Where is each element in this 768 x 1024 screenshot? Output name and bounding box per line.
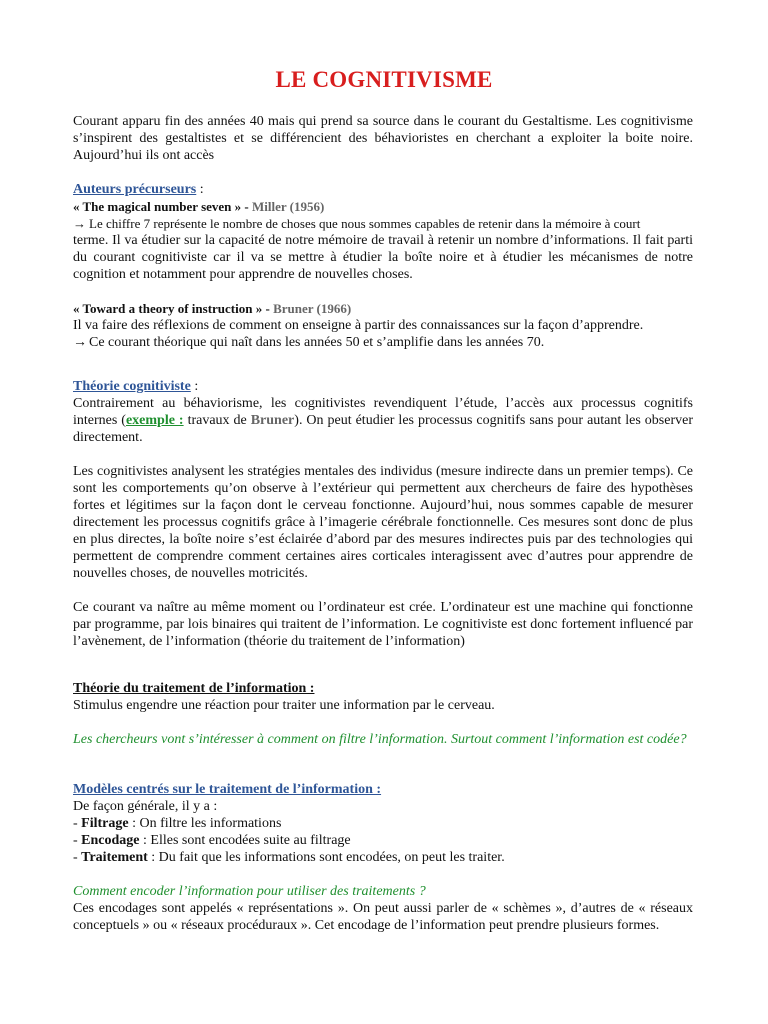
- list-item: [73, 849, 693, 866]
- theory-colon: :: [190, 379, 199, 394]
- models-text: Ces encodages sont appelés « représentations ». On peut aussi parler de « schèmes », d’autres de « réseaux conceptuels » ou « réseaux procéduraux ». Cet encodage de l’information peut prendre plusieurs formes.: [73, 901, 693, 933]
- arrow-icon: →: [73, 335, 87, 350]
- page-title: LE COGNITIVISME: [275, 67, 493, 92]
- theory-p1-part-c: ). On peut étudier les processus cognitifs sans pour autant les observer directement.: [73, 413, 693, 445]
- miller-lead: Le chiffre 7 représente le nombre de choses que nous sommes capables de retenir dans la mémoire à court: [89, 216, 641, 231]
- item-desc-encodage: Elles sont encodées suite au filtrage: [150, 833, 351, 848]
- theory-paragraph-2: Les cognitivistes analysent les stratégies mentales des individus (mesure indirecte dans un premier temps). Ce sont les comportements qu’on observe à l’extérieur qui permettent aux chercheurs de faire des hypothèses fortes et légitimes sur la façon dont le cerveau fonctionne. Aujourd’hui, nous sommes capable de mesurer directement les processus cognitifs grâce à l’imagerie cérébrale fonctionnelle. Ces mesures sont donc de plus en plus directes, la boîte noire s’est éclairée d’abord par des mesures indirectes puis par des technologies qui permettent de comprendre comment certaines aires corticales interagissent avec d’autres pour apprendre de nouvelles choses, de nouvelles motricités.: [73, 464, 693, 581]
- miller-text: terme. Il va étudier sur la capacité de notre mémoire de travail à retenir un nombre d’informations. Il fait parti du courant cognitiviste car il va se mettre à étudier la boîte noire et à étudier les mécanismes de notre cognition et notamment pour apprendre de nouvelles choses.: [73, 233, 693, 282]
- processing-question: Les chercheurs vont s’intéresser à comment on filtre l’information. Surtout comment l’information est codée?: [73, 732, 687, 747]
- item-term-traitement: Traitement: [81, 850, 148, 865]
- bruner-reference: [73, 300, 693, 317]
- models-heading: Modèles centrés sur le traitement de l’information :: [73, 782, 382, 797]
- example-link[interactable]: exemple :: [125, 413, 184, 428]
- theory-paragraph-3: Ce courant va naître au même moment ou l’ordinateur est crée. L’ordinateur est une machine qui fonctionne par programme, par lois binaires qui traitent de l’information. Le cognitiviste est donc fortement influencé par l’avènement, de l’information (théorie du traitement de l’information): [73, 600, 693, 649]
- theory-section: [73, 378, 693, 650]
- list-dash: -: [73, 850, 82, 865]
- miller-lead-line: [73, 215, 693, 232]
- miller-author: Miller (1956): [252, 199, 325, 214]
- item-desc-traitement: Du fait que les informations sont encodées, on peut les traiter.: [158, 850, 505, 865]
- theory-p1-part-b: travaux de: [183, 413, 251, 428]
- processing-text: Stimulus engendre une réaction pour traiter une information par le cerveau.: [73, 698, 495, 713]
- item-desc-filtrage: On filtre les informations: [139, 816, 282, 831]
- bruner-note: Ce courant théorique qui naît dans les années 50 et s’amplifie dans les années 70.: [89, 335, 545, 350]
- bruner-work: « Toward a theory of instruction » -: [73, 301, 270, 316]
- list-separator: :: [147, 850, 159, 865]
- precursors-section: [73, 181, 693, 351]
- processing-heading: Théorie du traitement de l’information :: [73, 681, 315, 696]
- item-term-encodage: Encodage: [81, 833, 140, 848]
- models-question: Comment encoder l’information pour utiliser des traitements ?: [73, 884, 426, 899]
- bruner-note-line: [73, 334, 693, 351]
- precursors-heading-line: [73, 181, 693, 198]
- theory-p1-part-a: Contrairement au béhaviorisme, les cognitivistes revendiquent l’étude, l’accès aux processus cognitifs internes (: [73, 396, 693, 428]
- item-term-filtrage: Filtrage: [81, 816, 129, 831]
- miller-reference: [73, 198, 693, 215]
- list-separator: :: [139, 833, 151, 848]
- processing-section: [73, 680, 693, 748]
- models-section: [73, 781, 693, 934]
- bruner-inline: Bruner: [250, 413, 295, 428]
- list-dash: -: [73, 816, 82, 831]
- theory-heading: Théorie cognitiviste: [73, 379, 191, 394]
- theory-heading-line: [73, 378, 693, 395]
- precursors-colon: :: [196, 182, 204, 197]
- precursors-heading: Auteurs précurseurs: [73, 182, 197, 197]
- models-intro: De façon générale, il y a :: [73, 799, 218, 814]
- list-item: [73, 832, 693, 849]
- intro-paragraph: [73, 113, 693, 164]
- miller-work: « The magical number seven » -: [73, 199, 249, 214]
- list-item: [73, 815, 693, 832]
- intro-text: Courant apparu fin des années 40 mais qui prend sa source dans le courant du Gestaltisme. Les cognitivisme s’inspirent des gestaltistes et se différencient des béhavioristes en cherchant a exploiter la boite noire. Aujourd’hui ils ont accès: [73, 114, 693, 163]
- theory-paragraph-1: [73, 395, 693, 446]
- arrow-icon: →: [73, 216, 86, 231]
- bruner-text: Il va faire des réflexions de comment on enseigne à partir des connaissances sur la façon d’apprendre.: [73, 318, 644, 333]
- list-dash: -: [73, 833, 82, 848]
- list-separator: :: [128, 816, 140, 831]
- bruner-author: Bruner (1966): [273, 301, 352, 316]
